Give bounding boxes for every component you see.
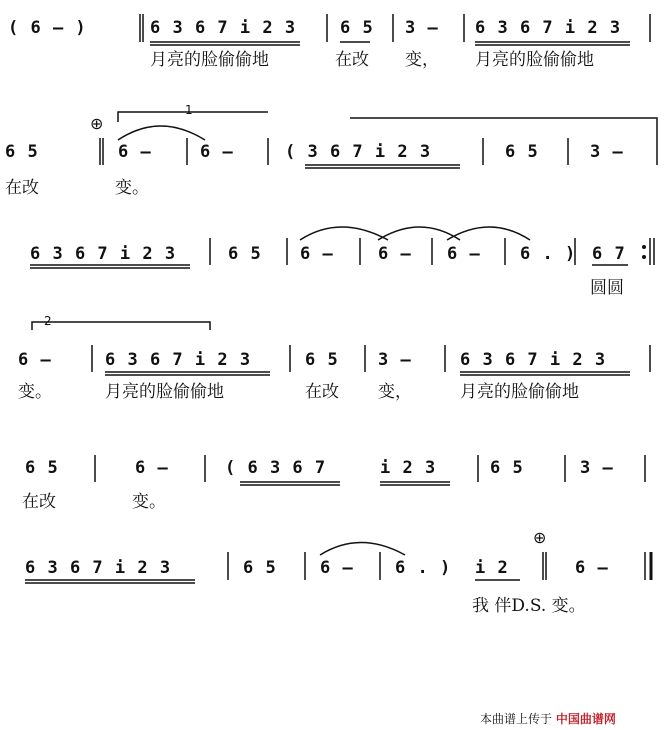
lyric-text: 月亮的脸偷偷地 [460, 382, 579, 402]
coda-icon: ⊕ [90, 114, 104, 133]
lyric-text: 我 伴D.S. 变。 [472, 596, 586, 616]
notation-group: 6 5 [25, 458, 59, 478]
notation-group: 6 3 6 7 i 2 3 [460, 350, 607, 370]
lyric-text: 变， [405, 50, 439, 70]
notation-group: ( 6 – ) [8, 18, 87, 38]
lyric-text: 月亮的脸偷偷地 [150, 50, 269, 70]
notation-group: 6 5 [490, 458, 524, 478]
notation-group: 6 5 [5, 142, 39, 162]
lyric-text: 变。 [18, 382, 52, 402]
notation-group: 6 5 [505, 142, 539, 162]
credit-text: 本曲谱上传于 [480, 712, 553, 726]
notation-group: 6 – [447, 244, 481, 264]
notation-group: 6 . ) [520, 244, 577, 264]
notation-group: 6 3 6 7 i 2 3 [150, 18, 297, 38]
site-logo: 中国曲谱网 [555, 712, 616, 726]
notation-group: 6 5 [243, 558, 277, 578]
notation-group: 3 – [580, 458, 614, 478]
lyric-text: 变。 [132, 492, 166, 512]
notation-group: i 2 [475, 558, 509, 578]
notation-group: 6 – [300, 244, 334, 264]
notation-group: 6 5 [340, 18, 374, 38]
notation-group: 6 – [18, 350, 52, 370]
notation-group: 6 – [135, 458, 169, 478]
notation-group: 6 – [320, 558, 354, 578]
notation-group: 6 – [378, 244, 412, 264]
notation-group: 6 3 6 7 i 2 3 [475, 18, 622, 38]
ending-2-label: 2 [44, 314, 52, 328]
notation-group: 6 3 6 7 i 2 3 [25, 558, 172, 578]
lyric-text: 在改 [305, 382, 339, 402]
notation-group: i 2 3 [380, 458, 437, 478]
notation-group: 3 – [590, 142, 624, 162]
notation-group: 6 3 6 7 i 2 3 [30, 244, 177, 264]
notation-group: 6 – [118, 142, 152, 162]
lyric-text: 月亮的脸偷偷地 [475, 50, 594, 70]
notation-group: 6 . ) [395, 558, 452, 578]
lyric-text: 圆圆 [590, 278, 624, 298]
notation-group: 6 7 [592, 244, 626, 264]
lyric-text: 在改 [5, 178, 39, 198]
lyric-text: 变。 [115, 178, 149, 198]
lyric-text: 在改 [22, 492, 56, 512]
notation-group: 6 5 [228, 244, 262, 264]
ending-1-label: 1 [185, 103, 193, 117]
lyric-text: 月亮的脸偷偷地 [105, 382, 224, 402]
notation-group: 6 3 6 7 i 2 3 [105, 350, 252, 370]
lyric-text: 变， [378, 382, 412, 402]
notation-group: 3 – [405, 18, 439, 38]
notation-group: ( 3 6 7 i 2 3 [285, 142, 432, 162]
notation-group: 6 – [575, 558, 609, 578]
notation-group: ( 6 3 6 7 [225, 458, 327, 478]
coda-icon: ⊕ [533, 528, 547, 547]
notation-group: 6 – [200, 142, 234, 162]
notation-group: 6 5 [305, 350, 339, 370]
notation-group: 3 – [378, 350, 412, 370]
credit [480, 710, 616, 727]
lyric-text: 在改 [335, 50, 369, 70]
